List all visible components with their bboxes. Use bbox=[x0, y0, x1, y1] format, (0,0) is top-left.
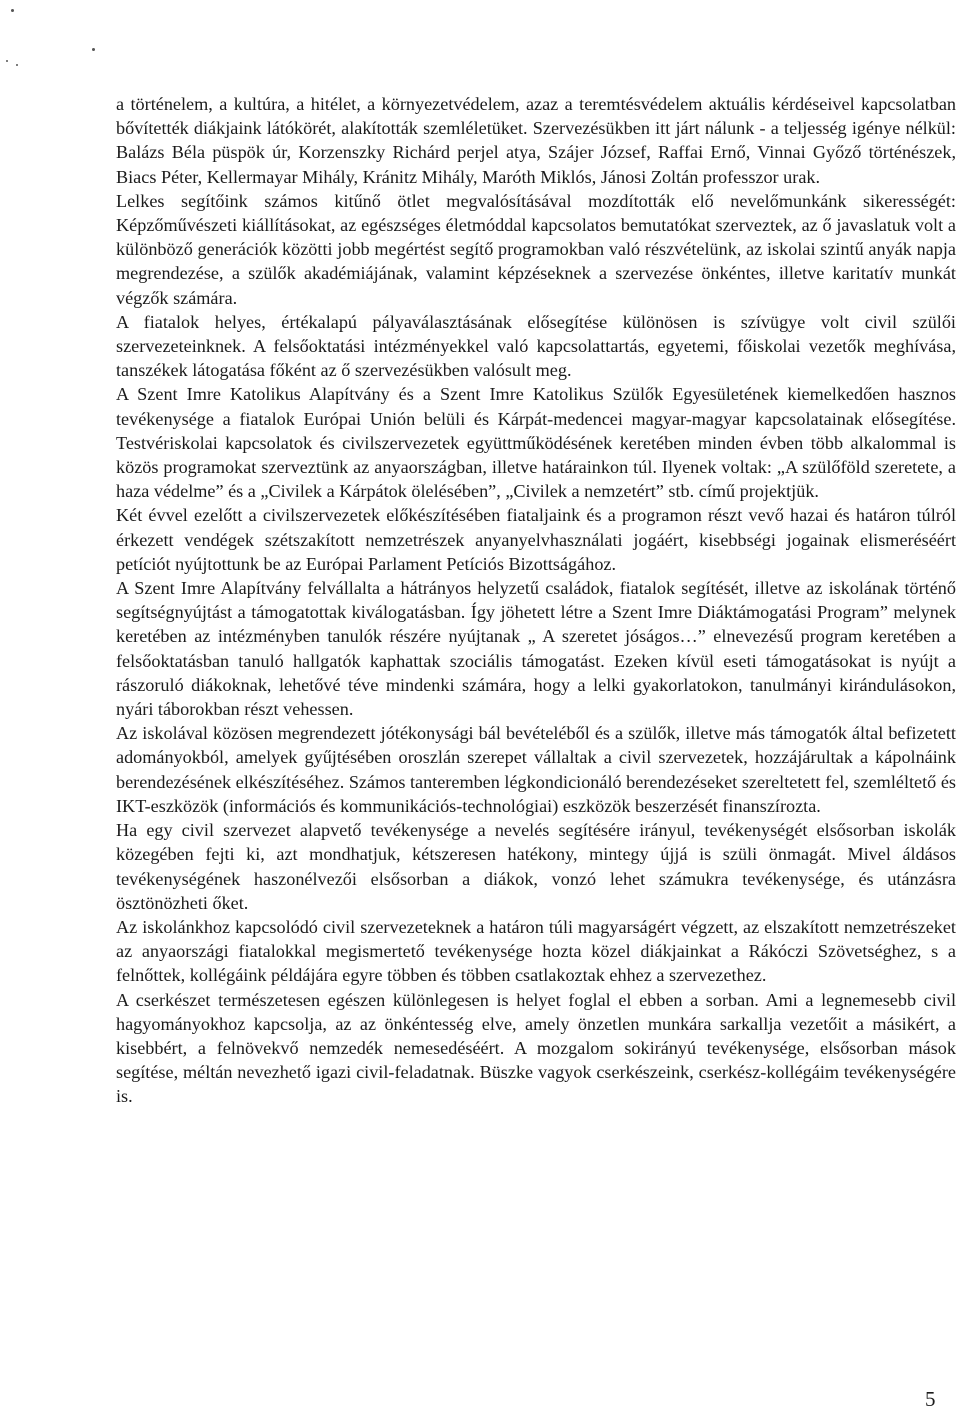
paragraph: A Szent Imre Alapítvány felvállalta a hátrányos helyzetű családok, fiatalok segítését, illetve az iskolának történő segítségnyújtást a támogatottak kiválogatásban. Így jöhetett létre a Szent Imre Diáktámogatási Program” melynek keretében az intézményben tanulók részére nyújtanak „ A szeretet jóságos…” elnevezésű program keretében a felsőoktatásban tanuló hallgatók kaphattak szociális támogatást. Ezeken kívül eseti támogatásokat is nyújt a rászoruló diákoknak, lehetővé téve mindenki számára, hogy a lelki gyakorlatokon, tanulmányi kirándulásokon, nyári táborokban részt vehessen. bbox=[116, 578, 956, 720]
scan-speck bbox=[16, 64, 18, 66]
paragraph: Az iskolával közösen megrendezett jótékonysági bál bevételéből és a szülők, illetve más támogatók által befizetett adományokból, amelyek gyűjtésében oroszlán szerepet vállaltak a civil szervezetek, hozzájárultak a kápolnáink berendezésének elkészítéséhez. Számos tanteremben légkondicionáló berendezéseket szereltetett fel, szemléltető és IKT-eszközök (információs és kommunikációs-technológiai) eszközök beszerzését finanszírozta. bbox=[116, 723, 956, 816]
paragraph: A Szent Imre Katolikus Alapítvány és a Szent Imre Katolikus Szülők Egyesületének kiemelkedően hasznos tevékenysége a fiatalok Európai Unión belüli és Kárpát-medencei magyar-magyar kapcsolatainak elősegítése. Testvériskolai kapcsolatok és civilszervezetek együttműködésének keretében minden évben több alkalommal is közös programokat szerveztünk az anyaországban, illetve határainkon túl. Ilyenek voltak: „A szülőföld szeretete, a haza védelme” és a „Civilek a Kárpátok ölelésében”, „Civilek a nemzetért” stb. című projektjük. bbox=[116, 384, 956, 502]
paragraph: A fiatalok helyes, értékalapú pályaválasztásának elősegítése különösen is szívügye volt civil szülői szervezeteinknek. A felsőoktatási intézményekkel való kapcsolattartás, egyetemi, főiskolai vezetők meghívása, tanszékek látogatása főként az ő szervezésükben valósult meg. bbox=[116, 311, 956, 381]
body-text bbox=[116, 92, 956, 1109]
paragraph: Két évvel ezelőtt a civilszervezetek előkészítésében fiataljaink és a programon részt vevő hazai és határon túlról érkezett vendégek szétszakított nemzetrészek anyanyelvhasználati jogáért, kisebbségi jogainak elismeréséért petíciót nyújtottunk be az Európai Parlament Petíciós Bizottságához. bbox=[116, 505, 956, 574]
paragraph: Az iskolánkhoz kapcsolódó civil szervezeteknek a határon túli magyarságért végzett, az elszakított nemzetrészeket az anyaországi fiatalokkal megismertető tevékenysége hozta közel diákjainkat a Rákóczi Szövetséghez, s a felnőttek, kollégáink példájára egyre többen és többen csatlakoztak ehhez a szervezethez. bbox=[116, 916, 956, 986]
paragraph: Ha egy civil szervezet alapvető tevékenysége a nevelés segítésére irányul, tevékenységét elsősorban iskolák közegében fejti ki, azt mondhatjuk, kétszeresen hatékony, mintegy újjá is szüli önmagát. Mivel áldásos tevékenységének haszonélvezői elsősorban a diákok, vonzó lehet számukra tevékenysége, és utánzásra ösztönözheti őket. bbox=[116, 820, 956, 913]
scan-speck bbox=[11, 9, 14, 12]
paragraph: a történelem, a kultúra, a hitélet, a környezetvédelem, azaz a teremtésvédelem aktuális kérdéseivel kapcsolatban bővítették diákjaink látókörét, alakították szemléletüket. Szervezésükben itt járt nálunk - a teljesség igénye nélkül: Balázs Béla püspök úr, Korzenszky Richárd perjel atya, Szájer József, Raffai Ernő, Vinnai Győző történészek, Biacs Péter, Kellermayar Mihály, Kránitz Mihály, Maróth Miklós, Jánosi Zoltán professzor urak. bbox=[116, 94, 956, 187]
page-number: 5 bbox=[925, 1387, 936, 1411]
scan-speck bbox=[6, 60, 8, 62]
scan-speck bbox=[92, 48, 95, 51]
paragraph: A cserkészet természetesen egészen különlegesen is helyet foglal el ebben a sorban. Ami a legnemesebb civil hagyományokhoz kapcsolja, az az önkéntesség elve, amely önzetlen munkára sarkallja vezetőit a másikért, a kisebbért, a felnövekvő nemzedék nemesedéséért. A mozgalom sokirányú tevékenysége, elsősorban mások segítése, méltán nevezhető igazi civil-feladatnak. Büszke vagyok cserkészeink, cserkész-kollégáim tevékenységére is. bbox=[116, 989, 956, 1107]
paragraph: Lelkes segítőink számos kitűnő ötlet megvalósításával mozdították elő nevelőmunkánk sikerességét: Képzőművészeti kiállításokat, az egészséges életmóddal kapcsolatos bemutatókat szerveztek, az ő javaslatuk volt a különböző generációk közötti jobb megértést segítő programokban való részvételünk, az iskolai szintű anyák napja megrendezése, a szülők akadémiájának, valamint képzéseknek a szervezése önkéntes, illetve karitatív munkát végzők számára. bbox=[116, 190, 956, 308]
